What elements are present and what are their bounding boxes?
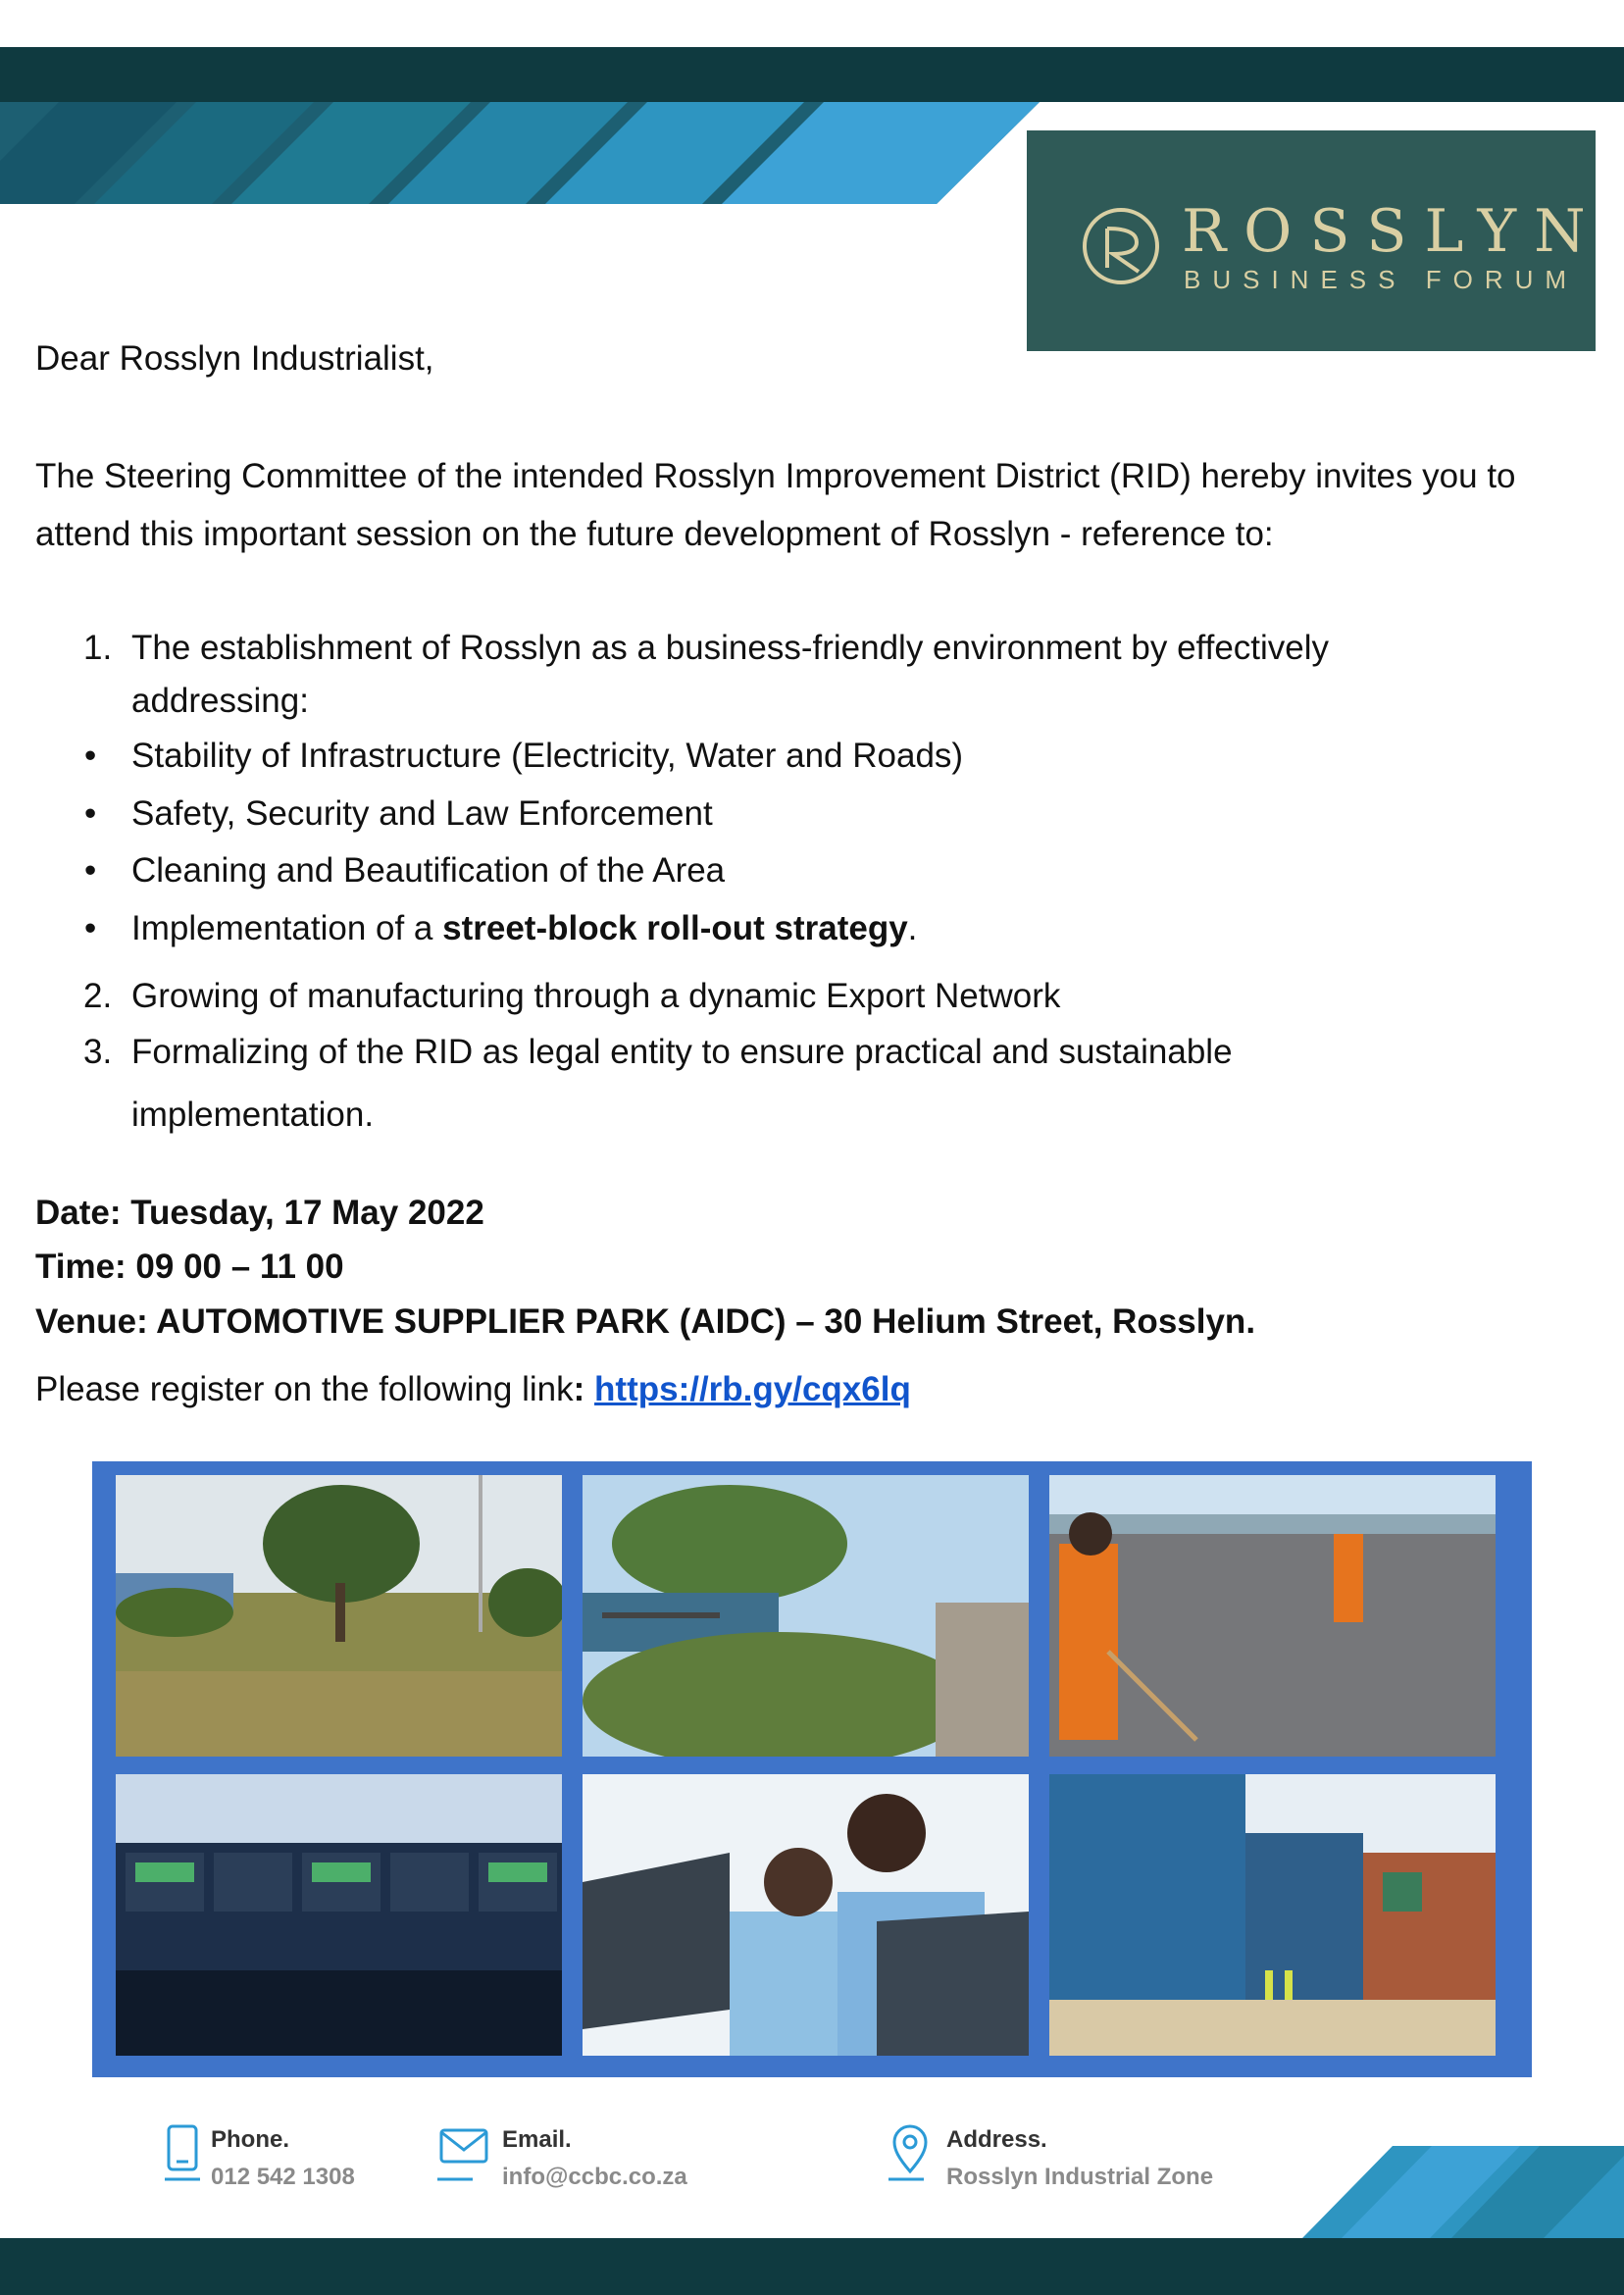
bullet-icon: •: [84, 851, 97, 890]
list-number-2: 2.: [83, 977, 113, 1015]
logo-name: ROSSLYN: [1182, 197, 1603, 266]
logo: [1027, 130, 1603, 351]
photo-street-sweeping: [1049, 1475, 1496, 1757]
greeting: Dear Rosslyn Industrialist,: [35, 339, 434, 378]
address-block: [946, 2126, 1213, 2191]
intro-paragraph: The Steering Committee of the intended Rosslyn Improvement District (RID) hereby invites you to attend this important session on the future development of Rosslyn - reference to:: [35, 457, 1516, 553]
list-item-1-line1: The establishment of Rosslyn as a business-friendly environment by effectively: [131, 629, 1330, 667]
list-item-3-line1: Formalizing of the RID as legal entity to ensure practical and sustainable: [131, 1033, 1233, 1071]
bullet-icon: •: [84, 794, 97, 833]
address-label: Address.: [946, 2126, 1047, 2153]
bullet-item-implementation: [131, 908, 1406, 949]
phone-block: [211, 2126, 355, 2191]
photo-tree-clearing: [583, 1475, 1029, 1757]
register-line: [35, 1369, 911, 1410]
list-item-2: Growing of manufacturing through a dynamic Export Network: [131, 977, 1061, 1015]
phone-label: Phone.: [211, 2126, 290, 2153]
list-number-3: 3.: [83, 1033, 113, 1071]
event-time: Time: 09 00 – 11 00: [35, 1248, 344, 1286]
phone-icon: [165, 2124, 204, 2190]
phone-value: 012 542 1308: [211, 2164, 355, 2190]
location-pin-icon: [888, 2124, 932, 2190]
bullet-item-cleaning: Cleaning and Beautification of the Area: [131, 851, 726, 890]
bullet4-post: .: [907, 909, 918, 947]
bullet4-pre: Implementation of a: [131, 909, 443, 947]
register-colon: :: [573, 1370, 585, 1408]
list-item-3-line2: implementation.: [131, 1096, 375, 1134]
photo-shipping-containers: [1049, 1774, 1496, 2056]
photo-security-officers: [583, 1774, 1029, 2056]
photo-collage: [92, 1461, 1532, 2077]
email-block: [502, 2126, 687, 2191]
register-link[interactable]: https://rb.gy/cqx6lq: [594, 1370, 911, 1408]
footer-band: [0, 2238, 1624, 2295]
bullet-icon: •: [84, 737, 97, 775]
email-value: info@ccbc.co.za: [502, 2164, 687, 2190]
event-date: Date: Tuesday, 17 May 2022: [35, 1194, 484, 1232]
list-item-1-line2: addressing:: [131, 682, 309, 720]
email-label: Email.: [502, 2126, 572, 2153]
header-stripes: [0, 102, 1040, 204]
bullet-item-infrastructure: Stability of Infrastructure (Electricity, Water and Roads): [131, 737, 964, 775]
photo-control-room: [116, 1774, 562, 2056]
register-text: Please register on the following link: [35, 1370, 574, 1408]
header-band: [0, 47, 1624, 102]
footer-stripes: [1294, 2146, 1624, 2243]
address-value: Rosslyn Industrial Zone: [946, 2164, 1214, 2190]
photo-grass-cutting: [116, 1475, 562, 1757]
logo-tagline: BUSINESS FORUM: [1184, 265, 1579, 294]
bullet-icon: •: [84, 909, 97, 947]
bullet4-bold: street-block roll-out strategy: [442, 909, 908, 947]
list-number-1: 1.: [83, 629, 113, 667]
bullet-item-safety: Safety, Security and Law Enforcement: [131, 794, 713, 833]
event-venue: Venue: AUTOMOTIVE SUPPLIER PARK (AIDC) – 30 Helium Street, Rosslyn.: [35, 1302, 1256, 1341]
email-icon: [437, 2126, 490, 2190]
